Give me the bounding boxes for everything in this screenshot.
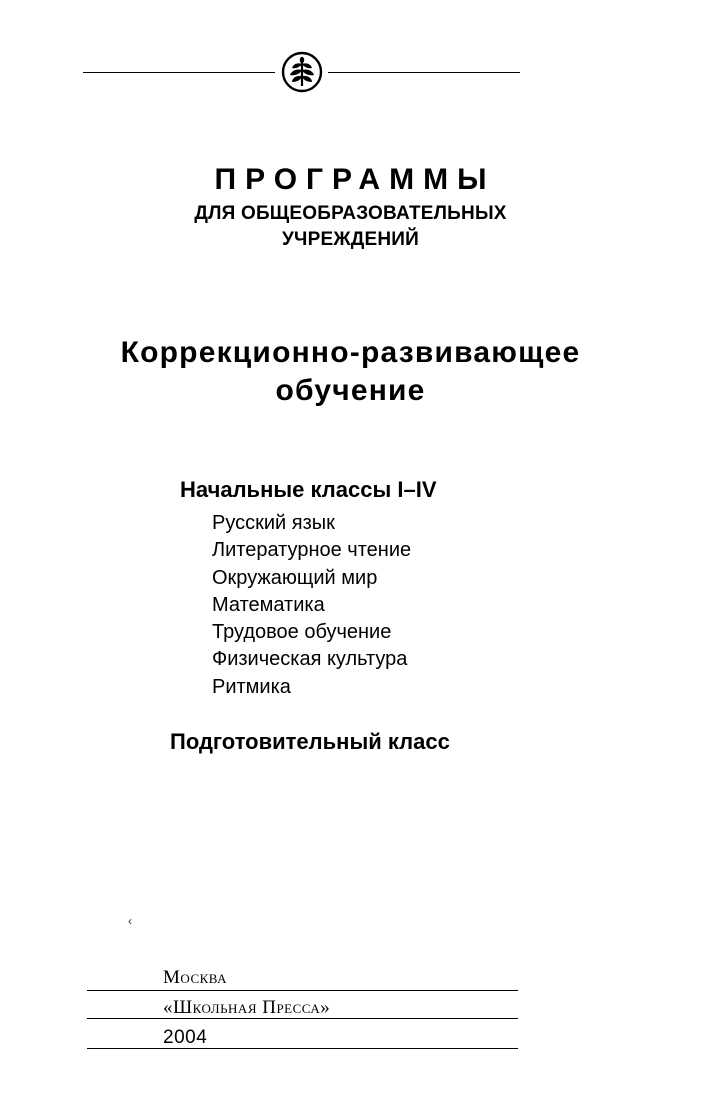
book-title-line2: обучение xyxy=(275,374,426,407)
publisher-name: «Школьная Пресса» xyxy=(163,997,331,1018)
list-item: Ритмика xyxy=(212,675,291,698)
top-rule-left xyxy=(83,72,275,73)
list-item: Русский язык xyxy=(212,512,335,534)
list-item: Математика xyxy=(212,593,325,616)
publication-year: 2004 xyxy=(163,1027,208,1048)
list-item: Трудовое обучение xyxy=(212,621,392,644)
publisher-rule-3 xyxy=(87,1048,518,1049)
wheat-emblem-icon xyxy=(280,50,324,94)
preparatory-class-heading: Подготовительный класс xyxy=(170,729,450,754)
stray-mark: ‹ xyxy=(128,914,132,928)
subject-list xyxy=(212,510,411,701)
publisher-rule-2 xyxy=(87,1018,518,1019)
series-subtitle-line1: ДЛЯ ОБЩЕОБРАЗОВАТЕЛЬНЫХ xyxy=(194,203,507,224)
series-title: ПРОГРАММЫ xyxy=(214,163,496,196)
book-title-line1: Коррекционно-развивающее xyxy=(120,336,581,369)
publisher-city: Москва xyxy=(163,967,228,988)
series-subtitle-line2: УЧРЕЖДЕНИЙ xyxy=(282,229,419,250)
grades-heading: Начальные классы I–IV xyxy=(180,477,437,502)
publisher-rule-1 xyxy=(87,990,518,991)
top-rule-right xyxy=(328,72,520,73)
list-item: Окружающий мир xyxy=(212,566,378,589)
list-item: Литературное чтение xyxy=(212,539,412,562)
list-item: Физическая культура xyxy=(212,648,408,671)
